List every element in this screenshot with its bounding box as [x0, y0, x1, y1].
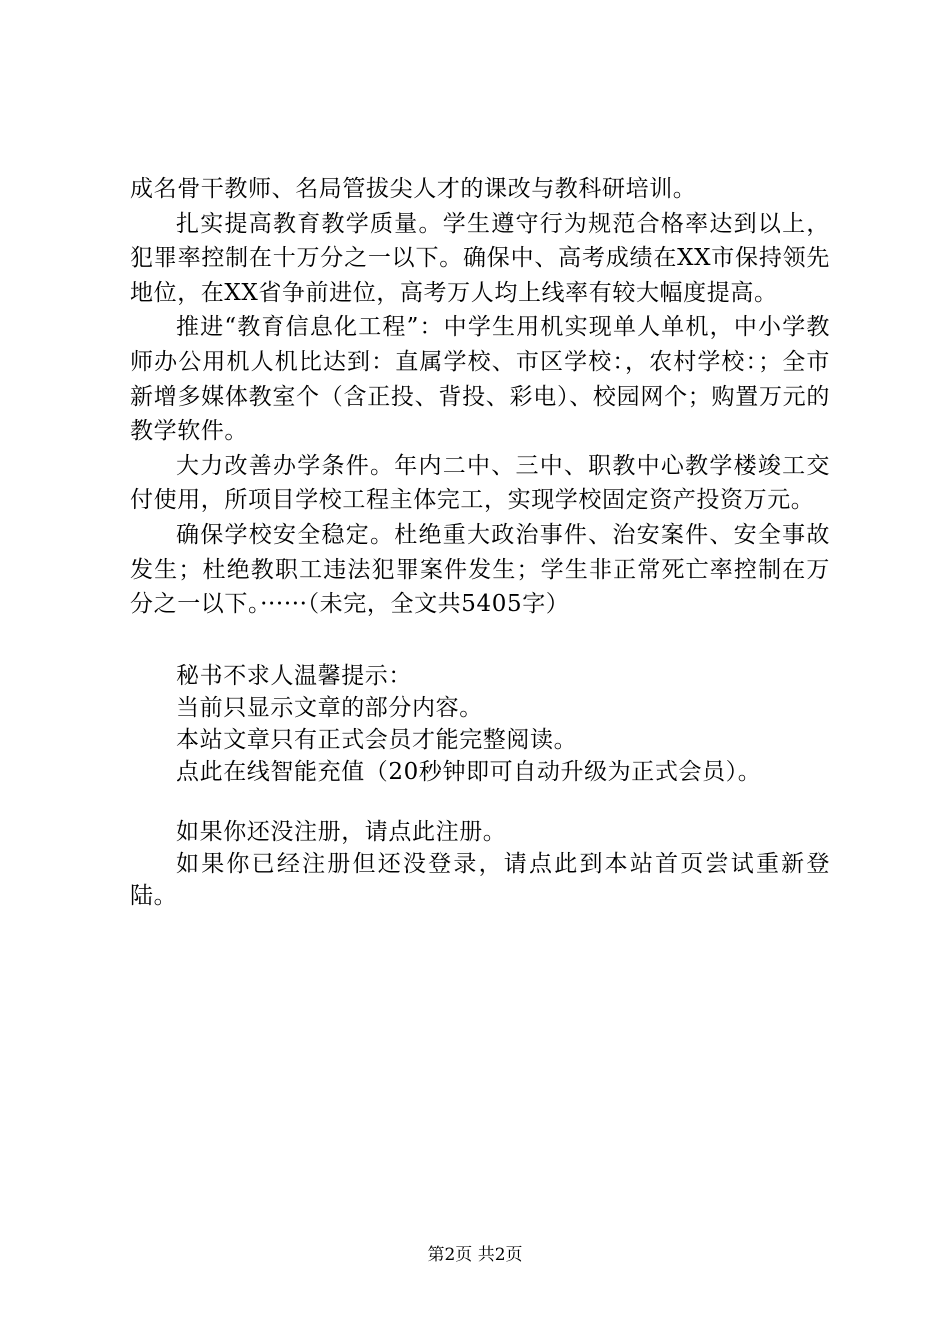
paragraph-continuation: 成名骨干教师、名局管拔尖人才的课改与教科研培训。 — [130, 176, 697, 202]
notice-title: 秘书不求人温馨提示： — [176, 663, 412, 689]
member-notice — [130, 660, 830, 788]
paragraph-school-conditions: 大力改善办学条件。年内二中、三中、职教中心教学楼竣工交付使用，所项目学校工程主体完工，实现学校固定资产投资万元。 — [130, 452, 830, 514]
login-link[interactable]: 如果你已经注册但还没登录，请点此到本站首页尝试重新登陆。 — [130, 851, 830, 909]
paragraph-teaching-quality: 扎实提高教育教学质量。学生遵守行为规范合格率达到以上，犯罪率控制在十万分之一以下。确保中、高考成绩在XX市保持领先地位，在XX省争前进位，高考万人均上线率有较大幅度提高。 — [130, 210, 830, 306]
register-link[interactable]: 如果你还没注册，请点此注册。 — [176, 819, 507, 845]
article-body — [130, 172, 830, 622]
notice-members-only: 本站文章只有正式会员才能完整阅读。 — [176, 727, 578, 753]
page-number: 第2页 共2页 — [427, 1245, 523, 1265]
registration-block — [130, 816, 830, 912]
notice-partial-content: 当前只显示文章的部分内容。 — [176, 695, 483, 721]
paragraph-informatization: 推进“教育信息化工程”：中学生用机实现单人单机，中小学教师办公用机人机比达到：直属学校、市区学校：，农村学校：；全市新增多媒体教室个（含正投、背投、彩电）、校园网个；购置万元的教学软件。 — [130, 314, 830, 445]
paragraph-school-safety: 确保学校安全稳定。杜绝重大政治事件、治安案件、安全事故发生；杜绝教职工违法犯罪案件发生；学生非正常死亡率控制在万分之一以下。······（未完，全文共5405字） — [130, 521, 830, 618]
recharge-link[interactable]: 点此在线智能充值（20秒钟即可自动升级为正式会员）。 — [176, 759, 762, 785]
